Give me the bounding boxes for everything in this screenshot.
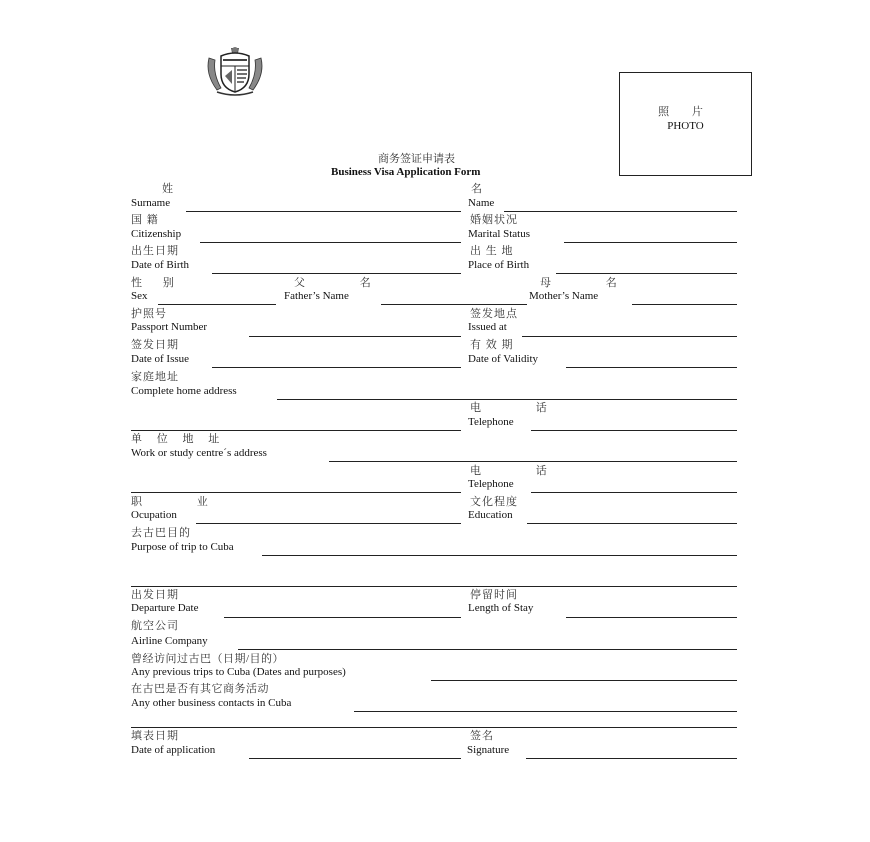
business-contacts-field[interactable]	[354, 711, 737, 712]
purpose-label: Purpose of trip to Cuba	[131, 541, 234, 553]
departure-date-field[interactable]	[224, 617, 461, 618]
photo-box[interactable]	[619, 72, 752, 176]
citizenship-label: Citizenship	[131, 228, 182, 240]
mothers-name-label-cn: 母 名	[540, 277, 643, 289]
passport-number-label-cn: 护照号	[131, 308, 167, 320]
date-of-issue-label-cn: 签发日期	[131, 339, 179, 351]
home-address-label: Complete home address	[131, 385, 237, 397]
name-label: Name	[468, 197, 495, 209]
signature-field[interactable]	[526, 758, 737, 759]
business-contacts-label: Any other business contacts in Cuba	[131, 697, 292, 709]
previous-trips-label-cn: 曾经访问过古巴（日期/目的）	[131, 653, 285, 665]
business-contacts-label-cn: 在古巴是否有其它商务活动	[131, 683, 269, 695]
issued-at-label: Issued at	[468, 321, 507, 333]
date-of-validity-label: Date of Validity	[468, 353, 539, 365]
mothers-name-label: Mother’s Name	[529, 290, 599, 302]
issued-at-label-cn: 签发地点	[470, 308, 518, 320]
home-telephone-label: Telephone	[468, 416, 514, 428]
sex-field[interactable]	[158, 304, 276, 305]
coat-of-arms-icon	[203, 44, 267, 98]
occupation-field[interactable]	[196, 523, 461, 524]
length-of-stay-label-cn: 停留时间	[470, 589, 518, 601]
purpose-field-line2[interactable]	[131, 586, 737, 587]
sex-label: Sex	[131, 290, 148, 302]
place-of-birth-label-cn: 出 生 地	[470, 245, 514, 257]
issued-at-field[interactable]	[522, 336, 737, 337]
citizenship-label-cn: 国 籍	[131, 214, 159, 226]
purpose-label-cn: 去古巴目的	[131, 527, 191, 539]
passport-number-label: Passport Number	[131, 321, 208, 333]
marital-status-label: Marital Status	[468, 228, 531, 240]
airline-label-cn: 航空公司	[131, 620, 179, 632]
departure-date-label: Departure Date	[131, 602, 199, 614]
surname-label: Surname	[131, 197, 171, 209]
date-of-issue-label: Date of Issue	[131, 353, 190, 365]
photo-label-en: PHOTO	[667, 120, 704, 132]
airline-label: Airline Company	[131, 635, 208, 647]
home-telephone-field[interactable]	[531, 430, 737, 431]
date-of-birth-label-cn: 出生日期	[131, 245, 179, 257]
name-label-cn: 名	[471, 183, 483, 195]
form-title-en: Business Visa Application Form	[331, 166, 481, 178]
occupation-label-cn: 职 业	[131, 496, 234, 508]
work-telephone-label: Telephone	[468, 478, 514, 490]
name-field[interactable]	[504, 211, 737, 212]
length-of-stay-label: Length of Stay	[468, 602, 534, 614]
work-telephone-label-cn: 电 话	[470, 465, 573, 477]
date-of-application-label: Date of application	[131, 744, 216, 756]
mothers-name-field[interactable]	[632, 304, 737, 305]
sex-label-cn: 性 别	[131, 277, 183, 289]
signature-label-cn: 签名	[470, 730, 494, 742]
date-of-validity-field[interactable]	[566, 367, 737, 368]
date-of-validity-label-cn: 有 效 期	[470, 339, 514, 351]
date-of-application-field[interactable]	[249, 758, 461, 759]
signature-label: Signature	[467, 744, 510, 756]
airline-field[interactable]	[238, 649, 737, 650]
departure-date-label-cn: 出发日期	[131, 589, 179, 601]
surname-field[interactable]	[186, 211, 461, 212]
marital-status-field[interactable]	[564, 242, 737, 243]
date-of-issue-field[interactable]	[212, 367, 461, 368]
date-of-birth-label: Date of Birth	[131, 259, 190, 271]
marital-status-label-cn: 婚姻状况	[470, 214, 518, 226]
fathers-name-label: Father’s Name	[284, 290, 349, 302]
home-telephone-label-cn: 电 话	[470, 402, 573, 414]
education-field[interactable]	[527, 523, 737, 524]
place-of-birth-label: Place of Birth	[468, 259, 530, 271]
fathers-name-label-cn: 父 名	[294, 277, 397, 289]
home-address-label-cn: 家庭地址	[131, 371, 179, 383]
length-of-stay-field[interactable]	[566, 617, 737, 618]
work-telephone-field[interactable]	[531, 492, 737, 493]
business-contacts-field-line2[interactable]	[131, 727, 737, 728]
previous-trips-label: Any previous trips to Cuba (Dates and purposes)	[131, 666, 346, 678]
education-label-cn: 文化程度	[470, 496, 518, 508]
education-label: Education	[468, 509, 513, 521]
purpose-field[interactable]	[262, 555, 737, 556]
work-address-label-cn: 单 位 地 址	[131, 433, 226, 445]
photo-label-cn: 照 片	[658, 106, 713, 118]
form-title-cn: 商务签证申请表	[378, 153, 455, 165]
date-of-application-label-cn: 填表日期	[131, 730, 179, 742]
citizenship-field[interactable]	[200, 242, 461, 243]
previous-trips-field[interactable]	[431, 680, 737, 681]
surname-label-cn: 姓	[162, 183, 174, 195]
work-address-label: Work or study centre´s address	[131, 447, 267, 459]
occupation-label: Ocupation	[131, 509, 177, 521]
passport-number-field[interactable]	[249, 336, 461, 337]
